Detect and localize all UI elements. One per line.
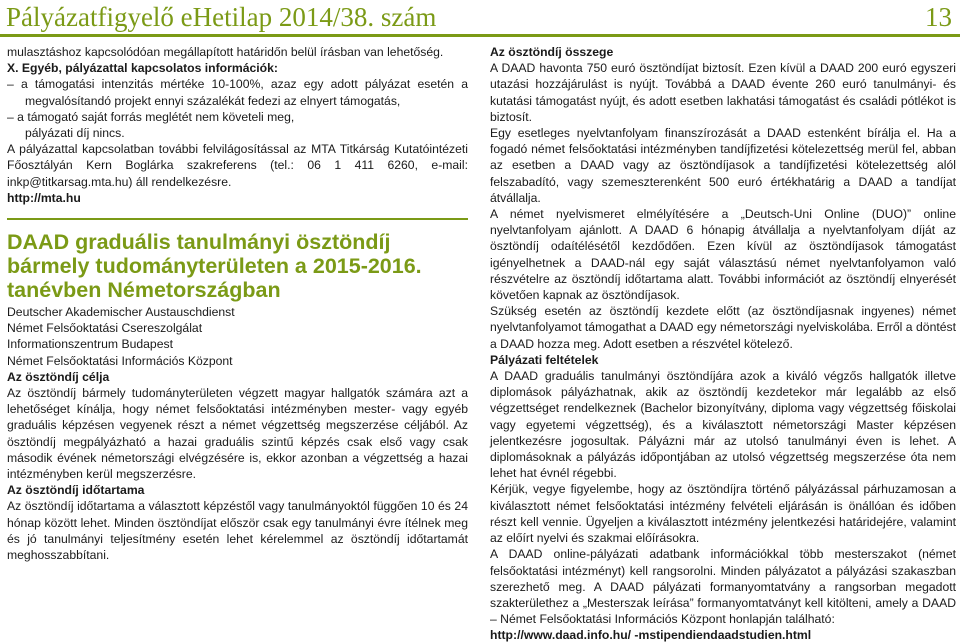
conditions-heading: Pályázati feltételek (490, 352, 599, 367)
page-header (0, 0, 960, 34)
online-application-text: A DAAD online-pályázati adatbank információkkal több mesterszakot (német felsőoktatási intézményt) kell rangsorolni. Minden pályázatot a pályázási szakaszban szerezhető meg. A DAAD pályázati formanyomtatvány a rangsorban megadott szakterülethez a „Mesterszak leírása” formanyomtatványt kell kitölteni, amely a DAAD – Német Felsőoktatási Információs Központ honlapján található: (490, 547, 956, 627)
daad-link[interactable]: http://www.daad.info.hu/ -mstipendiendaadstudien.html (490, 628, 812, 643)
right-column (490, 44, 956, 644)
duration-text: Az ösztöndíj időtartama a választott képzéstől vagy tanulmányoktól függően 10 és 24 hónap között lehet. Minden ösztöndíjat először csak egy tanulmányi évre ítélnek meg és jó tanulmányi teljesítmény esetén lehet kérelemmel az ösztöndíj időtartamát meghosszabbítani. (7, 499, 468, 563)
org-line-1: Deutscher Akademischer Austauschdienst (7, 305, 235, 320)
intro-text: mulasztáshoz kapcsolódóan megállapított határidőn belül írásban van lehetőség. (7, 45, 444, 59)
article-headline: DAAD graduális tanulmányi ösztöndíj bármely tudományterületen a 2015-2016. tanévben Németországban (7, 230, 422, 303)
conditions-text: A DAAD graduális tanulmányi ösztöndíjára azok a kiváló végzős hallgatók illetve diplomások pályázhatnak, akik az ösztöndíj kezdetekor már legalább az első végzettséget rendelkeznek (Bachelor bizonyítvány, diploma vagy végzettség főiskolai vagy egyetemi végzettség), és a kiválasztott németországi Master képzésen jelentkezésre jogosultak. Pályázni már az utolsó tanulmányi éven is lehet. A diplomásoknak a pályázás időpontjában az utolsó végzettség megszerzése óta nem lehet hat évnél régebbi. (490, 369, 956, 481)
publication-title: Pályázatfigyelő eHetilap 2014/38. szám (6, 2, 437, 32)
amount-heading: Az ösztöndíj összege (490, 45, 614, 59)
bullet-intensity: – a támogatási intenzitás mértéke 10-100%, azaz egy adott pályázat esetén a megvalósítandó projekt ennyi százalékát fedezi az elnyert támogatás, (7, 77, 468, 108)
goal-heading: Az ösztöndíj célja (7, 369, 110, 384)
section-divider (7, 218, 468, 220)
org-line-2: Német Felsőoktatási Csereszolgálat (7, 321, 203, 336)
duo-course-text: A német nyelvismeret elmélyítésére a „Deutsch-Uni Online (DUO)” online nyelvtanfolyam ajánlott. A DAAD 6 hónapig átvállalja a nyelvtanfolyam díját az ösztöndíj odaítélésétől kezdődően. Ezen kívül az ösztöndíjasok támogatást igényelhetnek a DAAD-nál egy saját választású német nyelvtanfolyamon való részvételre az ösztöndíj időtartama alatt. További információt az ösztöndíj elnyerését követően kapnak az ösztöndíjasok. (490, 207, 956, 303)
page-number: 13 (925, 2, 952, 32)
goal-text: Az ösztöndíj bármely tudományterületen végzett magyar hallgatók számára azt a lehetőséget kínálja, hogy német felsőoktatási intézményben mester- vagy egyéb graduális képzésen vegyenek részt a német végzettség megszerzése céljából. Az ösztöndíj megpályázható a hazai graduális szintű képzés csak első vagy csak második évének németországi elvégzésére is, ekkor azonban a végzettség a hazai intézményben kerül megszerzésre. (7, 386, 468, 482)
other-info-heading: X. Egyéb, pályázattal kapcsolatos információk: (7, 61, 278, 76)
language-course-funding: Egy esetleges nyelvtanfolyam finanszírozását a DAAD estenként bírálja el. Ha a fogadó német felsőoktatási intézményben tandíjfizetési kötelezettség merül fel, abban az esetben a DAAD vagy az ösztöndíjasok a tandíjfizetési kötelezettség alól felszabadító, vagy szemeszterenként 500 euró értékhatárig a DAAD a tandíjat átvállalja. (490, 126, 956, 205)
bullet-own-source: – a támogató saját forrás meglétét nem követeli meg, (7, 109, 295, 124)
amount-text: A DAAD havonta 750 euró ösztöndíjat biztosít. Ezen kívül a DAAD 200 euró egyszeri utazási hozzájárulást is nyújt. Továbbá a DAAD évente 260 euró tanulmányi- és kutatási támogatást nyújt, és adott esetben lakhatási támogatást és családi pótlékot is biztosít. (490, 61, 956, 124)
admission-note: Kérjük, vegye figyelembe, hogy az ösztöndíjra történő pályázással párhuzamosan a kiválasztott német felsőoktatási intézmény felvételi eljárásán is önállóan és időben részt kell vennie. Ügyeljen a kiválasztott intézmény jelentkezési határidejére, valamint az előírt nyelvi és szakmai előírásokra. (490, 482, 956, 546)
contact-text: A pályázattal kapcsolatban további felvilágosítással az MTA Titkárság Kutatóintézeti Főosztályán Kern Boglárka szakreferens (tel.: 06 1 411 6260, e-mail: inkp@titkarsag.mta.hu) áll rendelkezésre. (7, 142, 468, 189)
header-rule (0, 34, 960, 37)
org-line-3: Informationszentrum Budapest (7, 337, 173, 352)
mta-link[interactable]: http://mta.hu (7, 190, 81, 205)
duration-heading: Az ösztöndíj időtartama (7, 483, 145, 498)
left-column (7, 44, 468, 563)
bullet-fee: pályázati díj nincs. (25, 126, 125, 141)
pre-course-text: Szükség esetén az ösztöndíj kezdete előtt (az ösztöndíjasnak ingyenes) német nyelvtanfolyamot támogathat a DAAD egy németországi nyelviskolába. Erről a döntést a DAAD hozza meg. Adott esetben a részvétel kötelező. (490, 304, 956, 351)
org-line-4: Német Felsőoktatási Információs Központ (7, 353, 233, 368)
